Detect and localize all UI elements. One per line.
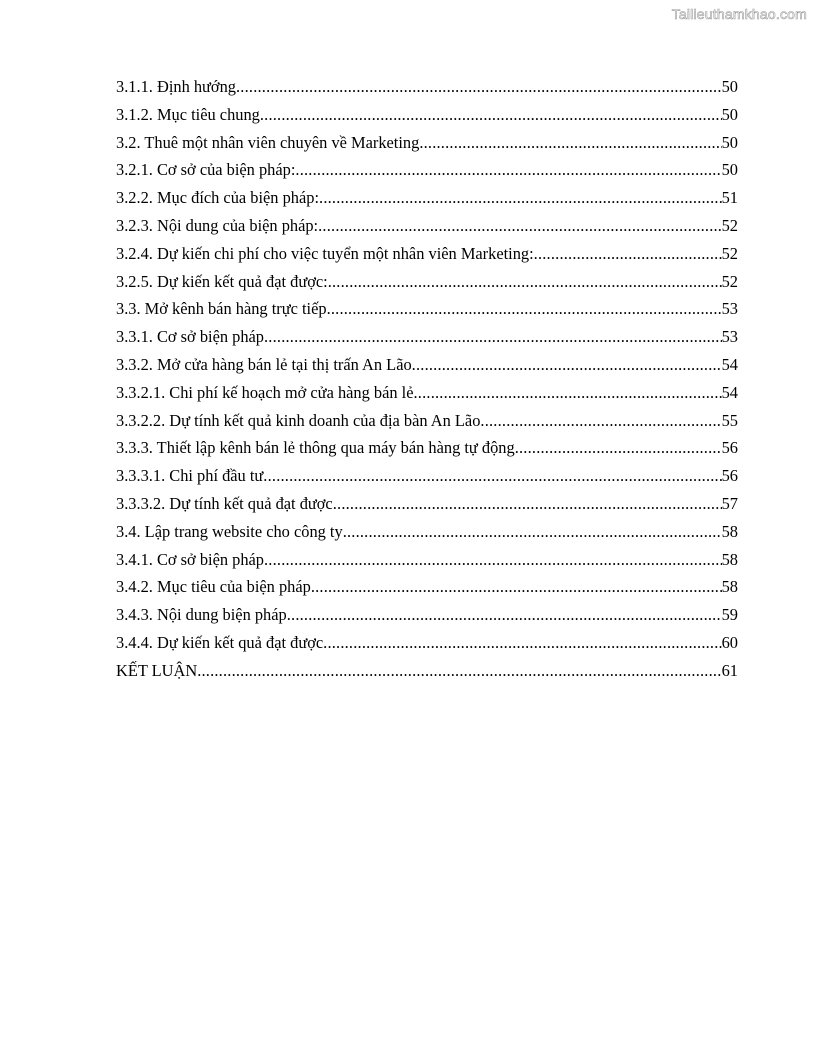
toc-entry — [116, 490, 738, 518]
toc-leader-dots — [319, 184, 722, 212]
toc-entry-page: 52 — [721, 215, 738, 235]
toc-leader-dots — [343, 518, 722, 546]
toc-entry-title: 3.3.2.1. Chi phí kế hoạch mở cửa hàng bán lẻ — [116, 382, 414, 402]
toc-entry — [116, 518, 738, 546]
toc-entry — [116, 601, 738, 629]
toc-leader-dots — [263, 462, 721, 490]
toc-entry — [116, 546, 738, 574]
toc-entry — [116, 184, 738, 212]
toc-entry — [116, 268, 738, 296]
toc-leader-dots — [480, 407, 721, 435]
toc-entry-title: KẾT LUẬN — [116, 660, 198, 680]
toc-leader-dots — [264, 546, 722, 574]
toc-entry-page: 54 — [721, 354, 738, 374]
toc-entry-page: 60 — [721, 632, 738, 652]
toc-entry-title: 3.3.2.2. Dự tính kết quả kinh doanh của địa bàn An Lão — [116, 410, 481, 430]
toc-entry-title: 3.2.2. Mục đích của biện pháp: — [116, 188, 320, 208]
toc-entry-title: 3.2. Thuê một nhân viên chuyên về Marketing — [116, 132, 420, 152]
watermark-text: Tailieuthamkhao.com — [671, 6, 807, 22]
toc-entry-page: 59 — [721, 605, 738, 625]
toc-entry — [116, 240, 738, 268]
toc-entry-title: 3.3. Mở kênh bán hàng trực tiếp — [116, 299, 327, 319]
toc-entry-page: 58 — [721, 521, 738, 541]
toc-leader-dots — [323, 629, 721, 657]
toc-entry-title: 3.3.3. Thiết lập kênh bán lẻ thông qua máy bán hàng tự động — [116, 438, 515, 458]
toc-entry-title: 3.4.3. Nội dung biện pháp — [116, 605, 287, 625]
toc-entry — [116, 573, 738, 601]
toc-entry — [116, 73, 738, 101]
toc-entry-title: 3.3.1. Cơ sở biện pháp — [116, 327, 264, 347]
toc-entry — [116, 156, 738, 184]
toc-entry-title: 3.4. Lập trang website cho công ty — [116, 521, 343, 541]
toc-entry — [116, 379, 738, 407]
toc-entry-title: 3.3.3.1. Chi phí đầu tư — [116, 466, 264, 486]
toc-entry-title: 3.1.1. Định hướng — [116, 77, 236, 96]
toc-entry-page: 61 — [721, 660, 738, 680]
toc-entry — [116, 129, 738, 157]
toc-entry-page: 53 — [721, 299, 738, 319]
toc-entry-title: 3.4.4. Dự kiến kết quả đạt được — [116, 632, 324, 652]
toc-leader-dots — [515, 434, 722, 462]
toc-entry — [116, 407, 738, 435]
toc-leader-dots — [419, 129, 721, 157]
toc-entry-page: 57 — [721, 493, 738, 513]
toc-entry-page: 52 — [721, 271, 738, 291]
toc-entry-title: 3.2.4. Dự kiến chi phí cho việc tuyển một nhân viên Marketing: — [116, 243, 534, 263]
toc-entry-page: 52 — [721, 243, 738, 263]
toc-leader-dots — [327, 295, 722, 323]
toc-leader-dots — [414, 379, 722, 407]
toc-entry — [116, 434, 738, 462]
toc-entry-title: 3.2.3. Nội dung của biện pháp: — [116, 215, 319, 235]
toc-leader-dots — [328, 268, 722, 296]
toc-entry — [116, 462, 738, 490]
toc-entry — [116, 323, 738, 351]
toc-leader-dots — [318, 212, 721, 240]
toc-leader-dots — [287, 601, 722, 629]
toc-entry-page: 56 — [721, 438, 738, 458]
toc-entry — [116, 212, 738, 240]
toc-entry-title: 3.1.2. Mục tiêu chung — [116, 104, 260, 124]
toc-leader-dots — [311, 573, 722, 601]
toc-entry-page: 50 — [721, 104, 738, 124]
toc-leader-dots — [295, 156, 721, 184]
toc-entry — [116, 295, 738, 323]
toc-leader-dots — [197, 657, 721, 685]
toc-leader-dots — [236, 73, 722, 101]
toc-entry-title: 3.2.1. Cơ sở của biện pháp: — [116, 160, 296, 180]
toc-entry-page: 56 — [721, 466, 738, 486]
toc-entry-title: 3.4.1. Cơ sở biện pháp — [116, 549, 264, 569]
toc-leader-dots — [412, 351, 722, 379]
toc-entry-page: 50 — [721, 160, 738, 180]
toc-leader-dots — [260, 101, 722, 129]
toc-leader-dots — [264, 323, 722, 351]
toc-entry-page: 50 — [721, 77, 738, 96]
toc-entry-page: 58 — [721, 549, 738, 569]
toc-entry-title: 3.3.3.2. Dự tính kết quả đạt được — [116, 493, 333, 513]
toc-entry-title: 3.3.2. Mở cửa hàng bán lẻ tại thị trấn An Lão — [116, 354, 412, 374]
toc-entry-title: 3.4.2. Mục tiêu của biện pháp — [116, 577, 311, 597]
toc-entry-page: 51 — [721, 188, 738, 208]
toc-entry-title: 3.2.5. Dự kiến kết quả đạt được: — [116, 271, 328, 291]
toc-entry-page: 54 — [721, 382, 738, 402]
toc-entry-page: 58 — [721, 577, 738, 597]
toc-entry-page: 50 — [721, 132, 738, 152]
toc-leader-dots — [534, 240, 722, 268]
toc-entry — [116, 657, 738, 685]
toc-entry — [116, 351, 738, 379]
toc-entry — [116, 629, 738, 657]
toc-entry-page: 55 — [721, 410, 738, 430]
table-of-contents — [116, 73, 738, 685]
toc-entry-page: 53 — [721, 327, 738, 347]
toc-leader-dots — [333, 490, 722, 518]
toc-entry — [116, 101, 738, 129]
